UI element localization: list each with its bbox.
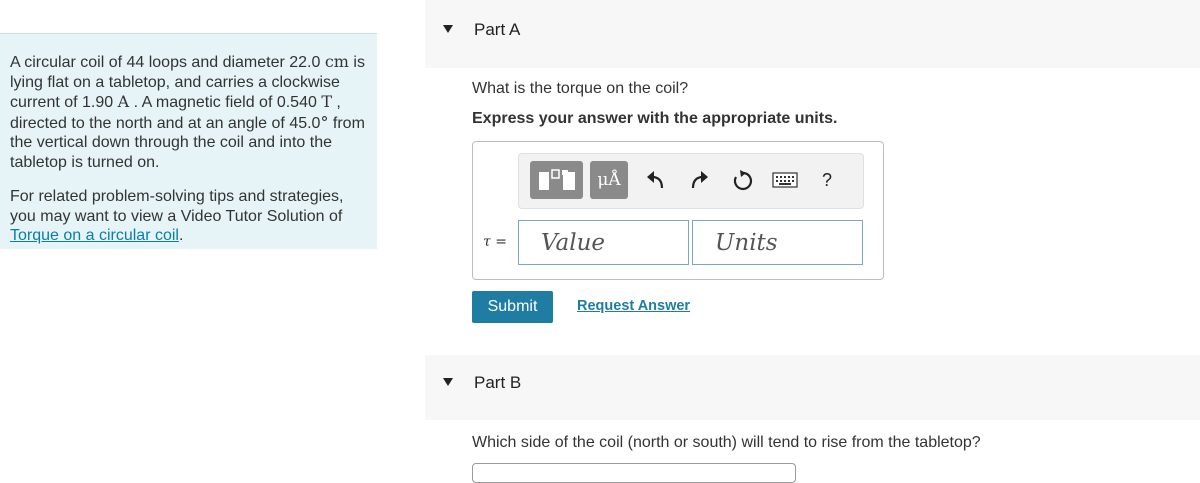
problem-statement-panel <box>0 33 377 249</box>
video-tutor-link[interactable]: Torque on a circular coil <box>10 227 179 244</box>
problem-text <box>10 52 367 172</box>
part-b-title[interactable]: Part B <box>474 373 522 392</box>
submit-button[interactable]: Submit <box>472 291 553 323</box>
help-icon[interactable]: ? <box>821 169 832 190</box>
part-a-header[interactable] <box>425 0 1200 68</box>
reset-icon[interactable] <box>727 161 757 199</box>
problem-text-part: is lying flat on a tabletop, and carries a clockwise current of 1.90 <box>10 54 365 111</box>
unit-cm: cm <box>324 52 349 71</box>
torque-variable-label <box>483 234 507 250</box>
unit-tesla: T <box>321 92 332 111</box>
caret-down-icon[interactable] <box>443 25 453 33</box>
undo-icon[interactable] <box>641 161 671 199</box>
redo-icon[interactable] <box>684 161 714 199</box>
problem-text-part: from the vertical down through the coil and into the tabletop is turned on. <box>10 114 365 171</box>
templates-icon[interactable] <box>530 161 583 199</box>
equals-sign: = <box>490 234 507 250</box>
value-input[interactable]: Value <box>518 220 689 265</box>
problem-text-part: . A magnetic field of 0.540 <box>129 94 322 111</box>
caret-down-icon[interactable] <box>443 378 453 386</box>
problem-text-part: A circular coil of 44 loops and diameter 22.0 <box>10 54 325 71</box>
video-tutor-intro: For related problem-solving tips and strategies, you may want to view a Video Tutor Solution of <box>10 188 344 225</box>
part-b-header[interactable] <box>425 355 1200 420</box>
unit-amperes: A <box>117 92 130 111</box>
units-input[interactable]: Units <box>692 220 863 265</box>
part-b-question: Which side of the coil (north or south) will tend to rise from the tabletop? <box>472 434 981 451</box>
part-b-answer-select[interactable] <box>472 463 796 483</box>
request-answer-link[interactable]: Request Answer <box>577 298 691 314</box>
problem-text-part: , directed to the north and at an angle of 45.0 <box>10 94 341 132</box>
part-a-instruction: Express your answer with the appropriate units. <box>472 110 838 127</box>
keyboard-icon[interactable] <box>769 161 801 199</box>
video-tutor-text <box>10 187 367 246</box>
unit-degree: ° <box>320 112 329 132</box>
part-a-title[interactable]: Part A <box>474 20 521 39</box>
part-a-question: What is the torque on the coil? <box>472 80 689 97</box>
units-icon[interactable]: μÅ <box>590 161 628 199</box>
torque-symbol: τ <box>483 234 491 250</box>
video-tutor-period: . <box>178 227 184 244</box>
